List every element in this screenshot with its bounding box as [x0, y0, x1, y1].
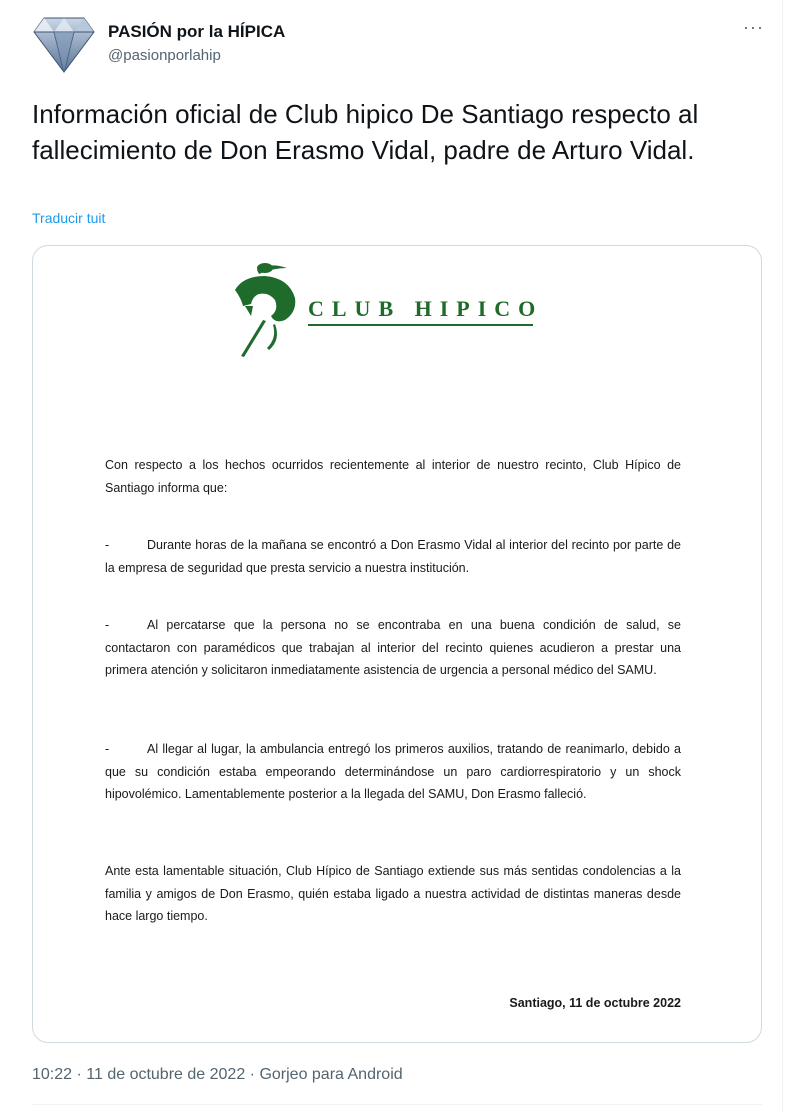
diamond-icon — [32, 14, 96, 74]
meta-separator: · — [72, 1066, 87, 1083]
more-dots-icon: ··· — [743, 17, 764, 37]
statement-closing: Ante esta lamentable situación, Club Hípico de Santiago extiende sus más sentidas condolencias a la familia y amigos de Don Erasmo, quién estaba ligado a nuestra actividad de distintas maneras desde hace largo tiempo. — [105, 864, 681, 923]
point-1-text: Durante horas de la mañana se encontró a Don Erasmo Vidal al interior del recinto por parte de la empresa de seguridad que presta servicio a nuestra institución. — [105, 538, 681, 575]
statement-intro: Con respecto a los hechos ocurridos recientemente al interior de nuestro recinto, Club Hípico de Santiago informa que: — [105, 458, 681, 495]
statement-point-1 — [105, 534, 681, 579]
display-name[interactable]: PASIÓN por la HÍPICA — [108, 22, 286, 41]
wordmark-underline — [308, 324, 533, 326]
attached-image[interactable] — [32, 245, 762, 1043]
tweet-text: Información oficial de Club hipico De Santiago respecto al fallecimiento de Don Erasmo Vidal, padre de Arturo Vidal. — [32, 99, 699, 165]
tweet-header — [32, 14, 772, 74]
tweet-time-link[interactable] — [32, 1066, 245, 1083]
club-hipico-wordmark: CLUB HIPICO — [308, 296, 544, 321]
meta-separator: · — [245, 1066, 260, 1083]
translate-tweet-link[interactable]: Traducir tuit — [32, 210, 106, 226]
tweet-date: 11 de octubre de 2022 — [86, 1066, 246, 1083]
statement-date: Santiago, 11 de octubre 2022 — [509, 996, 681, 1010]
point-2-text: Al percatarse que la persona no se encontraba en una buena condición de salud, se contactaron con paramédicos que trabajan al interior del recinto quienes acudieron a prestar una primera atención y solicitaron inmediatamente asistencia de urgencia a personal médico del SAMU. — [105, 618, 681, 677]
statement-point-3 — [105, 738, 681, 806]
more-options-button[interactable] — [743, 18, 764, 36]
bullet-marker: - — [105, 618, 110, 632]
account-names — [108, 22, 285, 66]
bullet-marker: - — [105, 742, 110, 756]
tweet-meta — [32, 1066, 403, 1084]
tweet-source: Gorjeo para Android — [259, 1066, 403, 1083]
divider — [32, 1104, 762, 1105]
account-handle[interactable]: @pasionporlahip — [108, 47, 221, 64]
bullet-marker: - — [105, 538, 110, 552]
tweet-time: 10:22 — [32, 1066, 73, 1083]
avatar[interactable] — [32, 14, 96, 74]
point-3-text: Al llegar al lugar, la ambulancia entregó los primeros auxilios, tratando de reanimarlo, debido a que su condición estaba empeorando determinándose un paro cardiorrespiratorio y un shock hipovolémico. Lamentablemente posterior a la llegada del SAMU, Don Erasmo falleció. — [105, 742, 681, 801]
statement-point-2 — [105, 614, 681, 682]
